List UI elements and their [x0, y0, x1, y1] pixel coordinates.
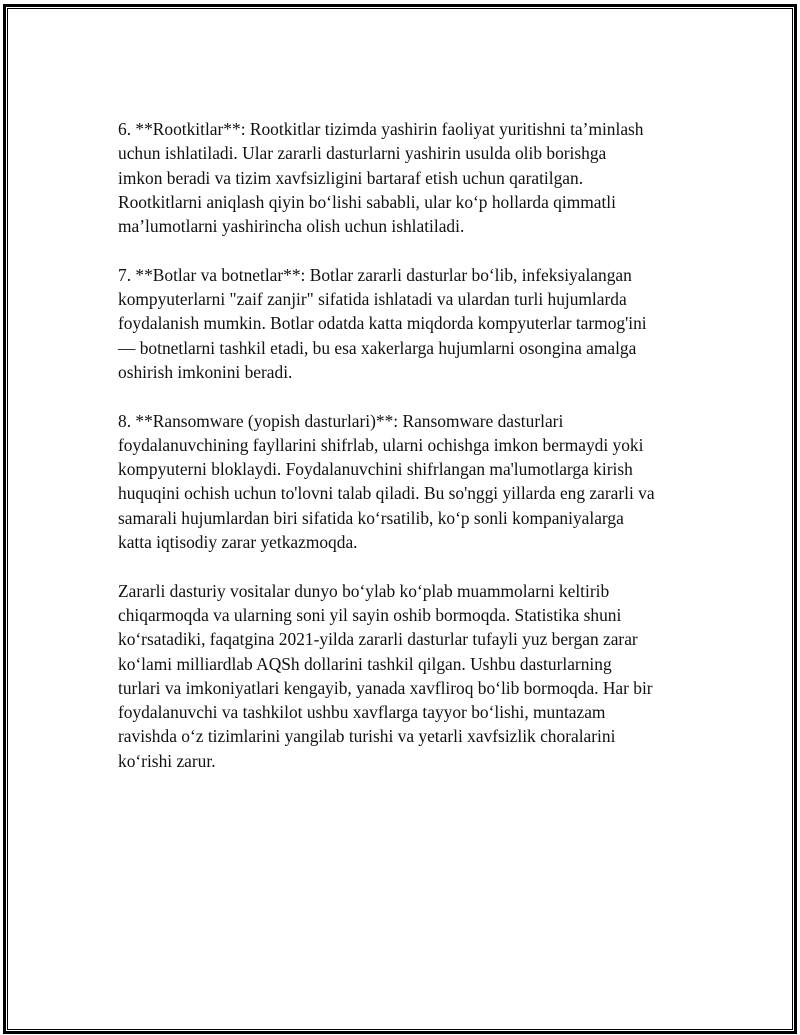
text-line: kompyuterlarni "zaif zanjir" sifatida ishlatadi va ulardan turli hujumlarda — [118, 289, 627, 310]
text-line: imkon beradi va tizim xavfsizligini bartaraf etish uchun qaratilgan. — [118, 167, 584, 188]
text-line: 8. **Ransomware (yopish dasturlari)**: Ransomware dasturlari — [118, 410, 564, 431]
text-line: — botnetlarni tashkil etadi, bu esa xakerlarga hujumlarni osongina amalga — [118, 337, 637, 358]
document-body — [118, 117, 708, 797]
text-line: foydalanish mumkin. Botlar odatda katta miqdorda kompyuterlar tarmog'ini — [118, 313, 647, 334]
text-line: chiqarmoqda va ularning soni yil sayin oshib bormoqda. Statistika shuni — [118, 604, 622, 625]
text-line: ko‘rishi zarur. — [118, 750, 216, 771]
text-line: 7. **Botlar va botnetlar**: Botlar zararli dasturlar bo‘lib, infeksiyalangan — [118, 264, 632, 285]
text-line: 6. **Rootkitlar**: Rootkitlar tizimda yashirin faoliyat yuritishni ta’minlash — [118, 119, 644, 139]
text-line: turlari va imkoniyatlari kengayib, yanada xavfliroq bo‘lib bormoqda. Har bir — [118, 677, 653, 698]
text-line: Rootkitlarni aniqlash qiyin bo‘lishi sababli, ular ko‘p hollarda qimmatli — [118, 191, 616, 212]
text-line: ma’lumotlarni yashirincha olish uchun ishlatiladi. — [118, 216, 465, 237]
text-line: oshirish imkonini beradi. — [118, 361, 293, 382]
text-line: foydalanuvchi va tashkilot ushbu xavflarga tayyor bo‘lishi, muntazam — [118, 702, 606, 723]
text-line: ravishda o‘z tizimlarini yangilab turishi va yetarli xavfsizlik choralarini — [118, 726, 616, 747]
text-line: Zararli dasturiy vositalar dunyo bo‘ylab ko‘plab muammolarni keltirib — [118, 580, 610, 601]
paragraph-botnets — [118, 263, 708, 384]
text-line: samarali hujumlardan biri sifatida ko‘rsatilib, ko‘p sonli kompaniyalarga — [118, 507, 624, 528]
text-line: foydalanuvchining fayllarini shifrlab, ularni ochishga imkon bermaydi yoki — [118, 434, 644, 455]
text-line: huquqini ochish uchun to'lovni talab qiladi. Bu so'nggi yillarda eng zararli va — [118, 483, 655, 504]
text-line: kompyuterni bloklaydi. Foydalanuvchini shifrlangan ma'lumotlarga kirish — [118, 459, 633, 480]
text-line: uchun ishlatiladi. Ular zararli dasturlarni yashirin usulda olib borishga — [118, 143, 607, 164]
paragraph-conclusion — [118, 579, 708, 773]
paragraph-ransomware — [118, 409, 708, 555]
text-line: ko‘lami milliardlab AQSh dollarini tashkil qilgan. Ushbu dasturlarning — [118, 653, 612, 674]
paragraph-rootkits — [118, 117, 708, 238]
text-line: ko‘rsatadiki, faqatgina 2021-yilda zararli dasturlar tufayli yuz bergan zarar — [118, 629, 638, 650]
text-line: katta iqtisodiy zarar yetkazmoqda. — [118, 532, 358, 553]
